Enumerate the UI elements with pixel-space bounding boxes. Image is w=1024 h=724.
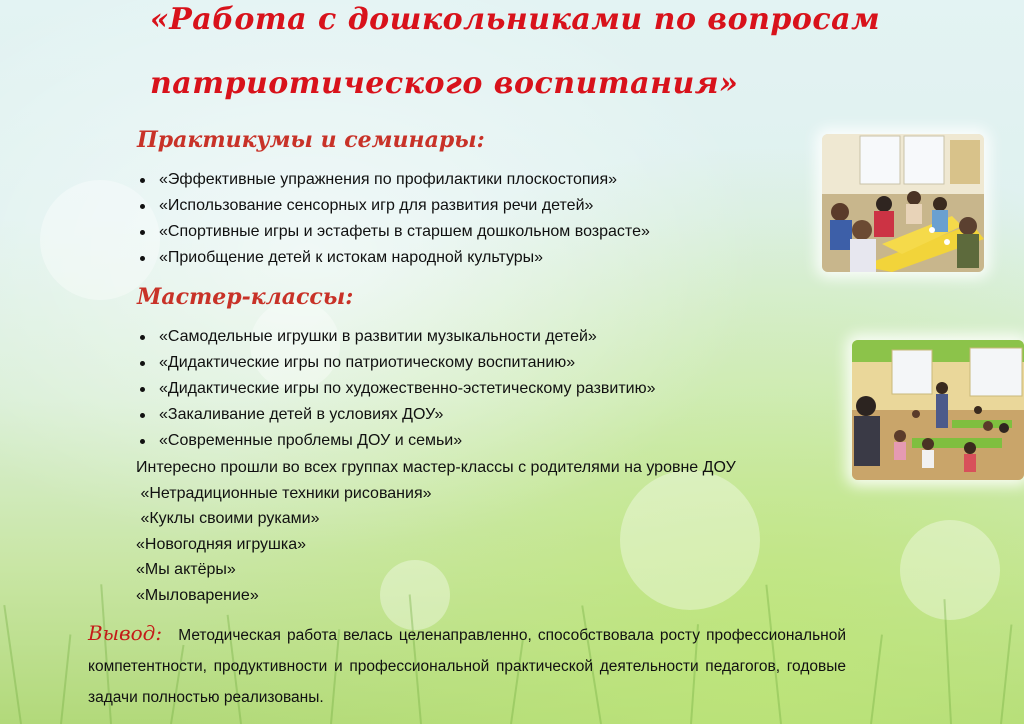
list-item: «Приобщение детей к истокам народной культуры» xyxy=(134,245,650,271)
masterclasses-list xyxy=(134,324,656,454)
masterclasses-heading: Мастер-классы: xyxy=(137,284,354,310)
bokeh-decoration xyxy=(900,520,1000,620)
bullet-icon xyxy=(140,361,145,366)
classroom-photo-2 xyxy=(852,340,1024,480)
list-item: «Нетрадиционные техники рисования» xyxy=(136,484,432,502)
parents-intro: Интересно прошли во всех группах мастер-классы с родителями на уровне ДОУ xyxy=(136,459,736,476)
conclusion xyxy=(88,618,846,713)
bullet-icon xyxy=(140,335,145,340)
classroom-photo-image xyxy=(852,340,1024,480)
bullet-icon xyxy=(140,256,145,261)
list-item: «Новогодняя игрушка» xyxy=(136,535,307,553)
bullet-icon xyxy=(140,178,145,183)
list-item: «Дидактические игры по патриотическому воспитанию» xyxy=(134,350,656,376)
list-item: «Закаливание детей в условиях ДОУ» xyxy=(134,402,656,428)
list-item: «Мы актёры» xyxy=(136,561,236,579)
list-item: «Дидактические игры по художественно-эстетическому развитию» xyxy=(134,376,656,402)
bullet-icon xyxy=(140,439,145,444)
bullet-icon xyxy=(140,413,145,418)
list-item: «Самодельные игрушки в развитии музыкальности детей» xyxy=(134,324,656,350)
page-title-line-2: патриотического воспитания» xyxy=(150,66,739,101)
list-item: «Современные проблемы ДОУ и семьи» xyxy=(134,428,656,454)
classroom-photo-image xyxy=(822,134,984,272)
bullet-icon xyxy=(140,230,145,235)
conclusion-label: Вывод: xyxy=(88,621,163,645)
page-title-line-1: «Работа с дошкольниками по вопросам xyxy=(150,2,881,37)
classroom-photo-1 xyxy=(822,134,984,272)
list-item: «Использование сенсорных игр для развития речи детей» xyxy=(134,193,650,219)
conclusion-text: Методическая работа велась целенаправленно, способствовала росту профессиональной компетентности, продуктивности и профессиональной практической деятельности педагогов, годовые задачи полностью реализованы. xyxy=(88,627,846,706)
list-item: «Эффективные упражнения по профилактики плоскостопия» xyxy=(134,167,650,193)
list-item: «Спортивные игры и эстафеты в старшем дошкольном возрасте» xyxy=(134,219,650,245)
practicum-heading: Практикумы и семинары: xyxy=(137,127,485,153)
bullet-icon xyxy=(140,387,145,392)
list-item: «Куклы своими руками» xyxy=(136,510,320,528)
list-item: «Мыловарение» xyxy=(136,586,259,604)
parents-masterclasses xyxy=(136,455,736,609)
practicum-list xyxy=(134,167,650,271)
bullet-icon xyxy=(140,204,145,209)
